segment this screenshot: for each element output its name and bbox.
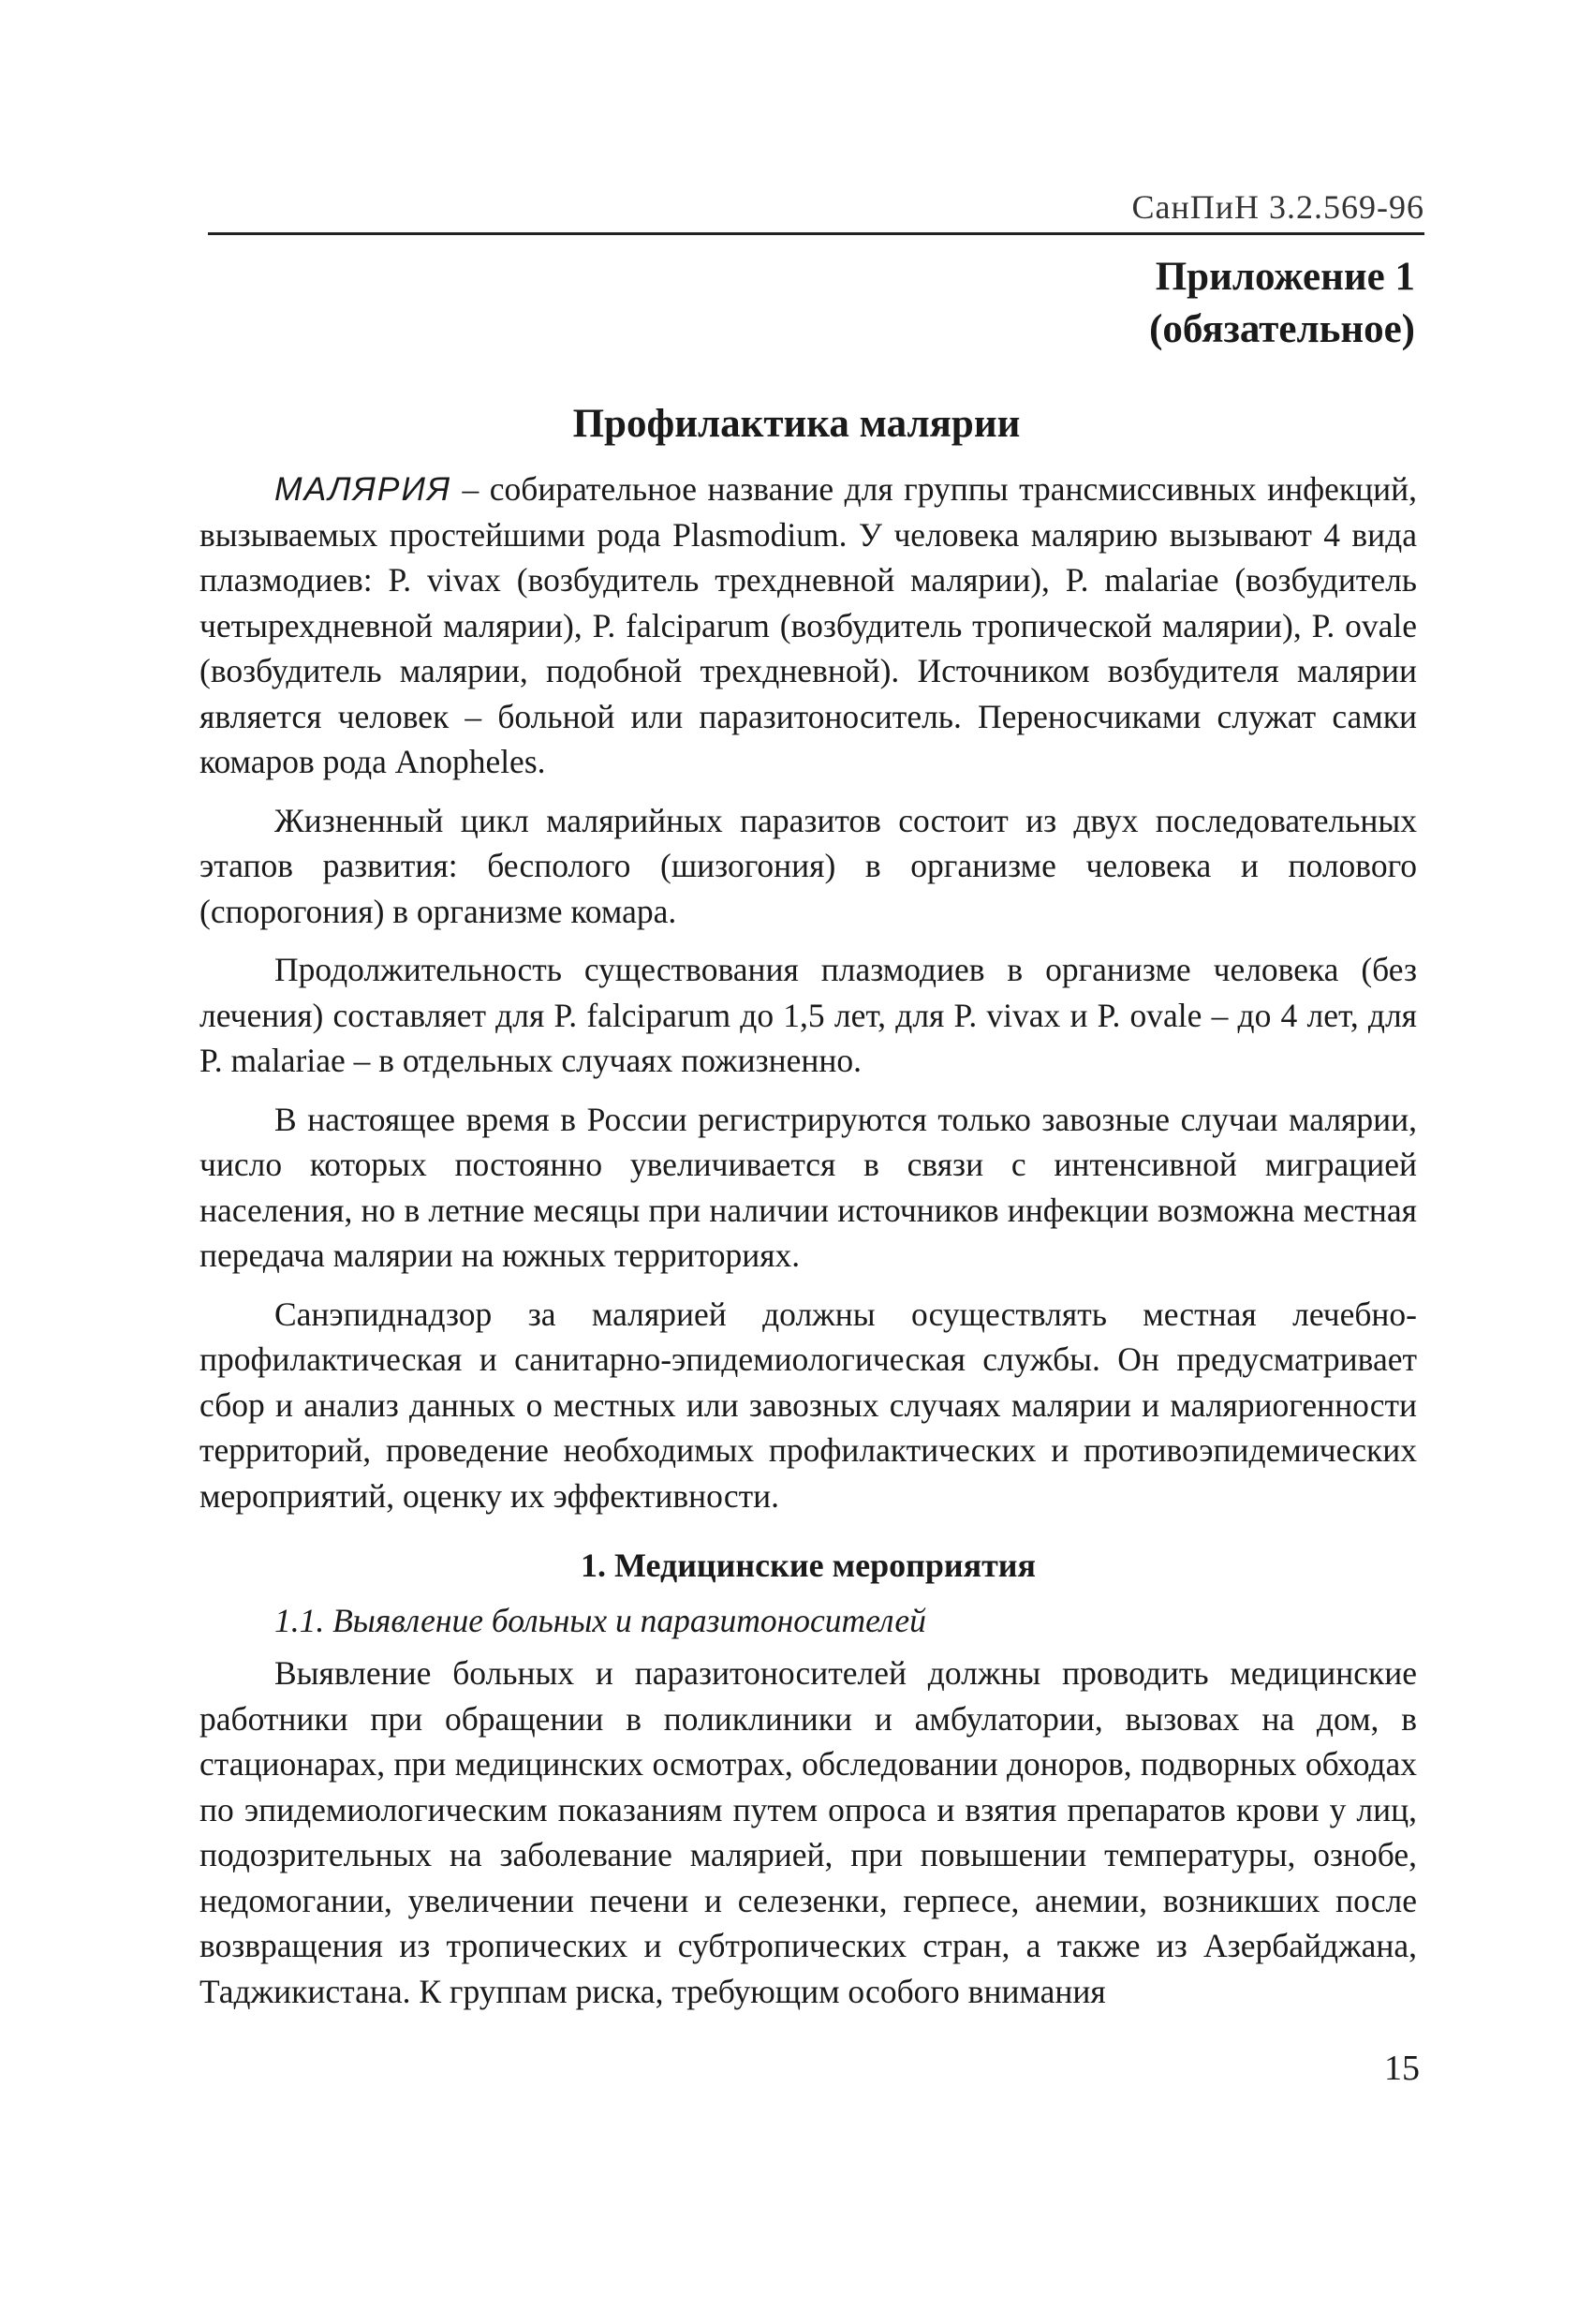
appendix-status: (обязательное) (1149, 307, 1415, 351)
page-title: Профилактика малярии (572, 402, 1021, 446)
intro-paragraph (199, 466, 1417, 785)
document-code: СанПиН 3.2.569-96 (1131, 188, 1424, 226)
body-paragraph: Жизненный цикл малярийных паразитов состоит из двух последовательных этапов развития: бесполого (шизогония) в организме человека и полового (спорогония) в организме комара. (199, 801, 1417, 930)
body-paragraph: Санэпиднадзор за малярией должны осуществлять местная лечебно-профилактическая и санитарно-эпидемиологическая службы. Он предусматривает сбор и анализ данных о местных или завозных случаях малярии и маляриогенности территорий, проведение необходимых профилактических и противоэпидемических мероприятий, оценку их эффективности. (199, 1295, 1417, 1515)
defined-term: МАЛЯРИЯ (274, 470, 452, 508)
body-paragraph: Продолжительность существования плазмодиев в организме человека (без лечения) составляет для P. falciparum до 1,5 лет, для P. vivax и P. ovale – до 4 лет, для P. malariae – в отдельных случаях пожизненно. (199, 951, 1417, 1079)
header-divider (208, 232, 1424, 235)
section-heading: 1. Медицинские мероприятия (580, 1547, 1037, 1584)
term-definition: – собирательное название для группы трансмиссивных инфекций, вызываемых простейшими рода Plasmodium. У человека малярию вызывают 4 вида плазмодиев: P. vivax (возбудитель трехдневной малярии), P. malariae (возбудитель четырехдневной малярии), P. falciparum (возбудитель тропической малярии), P. ovale (возбудитель малярии, подобной трехдневной). Источником возбудителя малярии является человек – больной или паразитоноситель. Переносчиками служат самки комаров рода Anopheles. (199, 470, 1417, 780)
page-number: 15 (1384, 2049, 1420, 2088)
document-body (199, 466, 1417, 2027)
appendix-label (1149, 251, 1415, 356)
subsection-heading: 1.1. Выявление больных и паразитоносителей (274, 1601, 926, 1639)
appendix-number: Приложение 1 (1155, 255, 1415, 299)
body-paragraph: В настоящее время в России регистрируются только завозные случаи малярии, число которых постоянно увеличивается в связи с интенсивной миграцией населения, но в летние месяцы при наличии источников инфекции возможна местная передача малярии на южных территориях. (199, 1100, 1417, 1274)
body-paragraph: Выявление больных и паразитоносителей должны проводить медицинские работники при обращении в поликлиники и амбулатории, вызовах на дом, в стационарах, при медицинских осмотрах, обследовании доноров, подворных обходах по эпидемиологическим показаниям путем опроса и взятия препаратов крови у лиц, подозрительных на заболевание малярией, при повышении температуры, ознобе, недомогании, увеличении печени и селезенки, герпесе, анемии, возникших после возвращения из тропических и субтропических стран, а также из Азербайджана, Таджикистана. К группам риска, требующим особого внимания (199, 1654, 1417, 2010)
